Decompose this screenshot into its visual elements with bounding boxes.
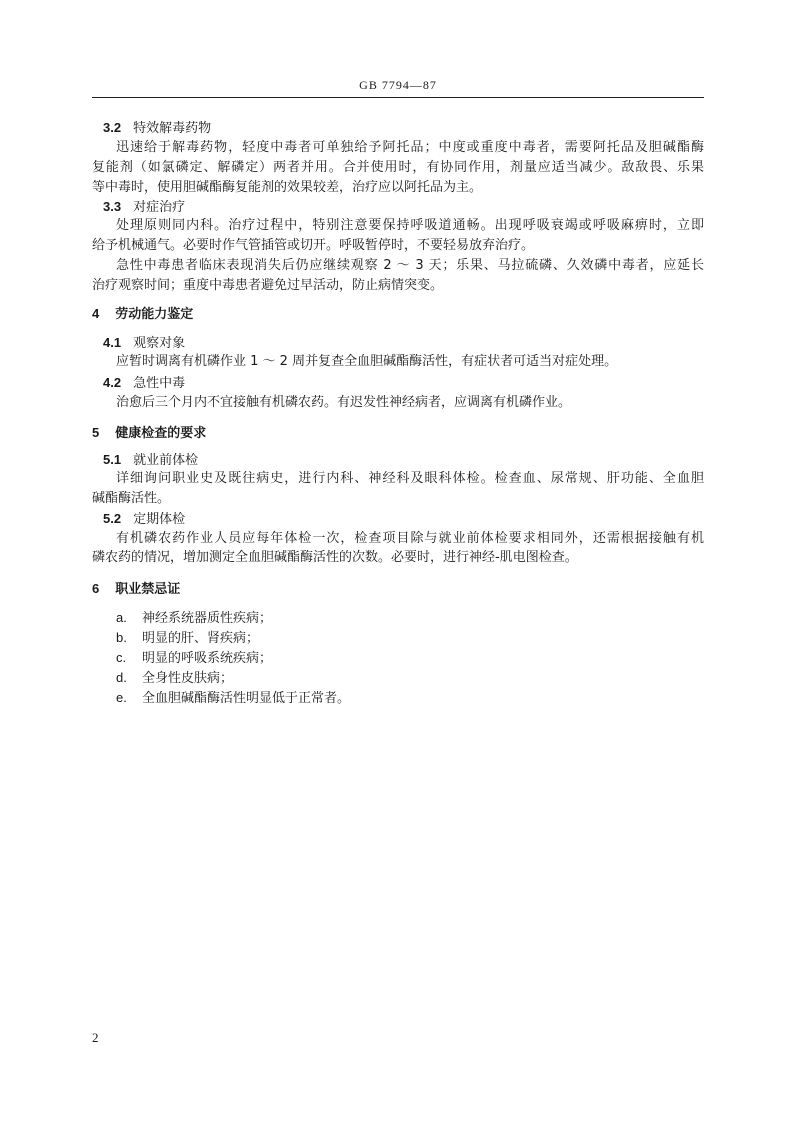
list-item-text: 神经系统器质性疾病； (142, 611, 273, 626)
subsection-4-1-heading (103, 334, 185, 353)
paragraph-line: 复能剂（如氯磷定、解磷定）两者并用。合并使用时，有协同作用，剂量应适当减少。敌敌畏、乐果 (92, 160, 704, 175)
subsection-number: 5.2 (103, 511, 122, 526)
subsection-number: 4.1 (103, 335, 122, 350)
list-item (116, 689, 350, 708)
list-item-text: 全身性皮肤病； (142, 671, 234, 686)
paragraph-line: 磷农药的情况，增加测定全血胆碱酯酶活性的次数。必要时，进行神经-肌电图检查。 (92, 550, 578, 565)
page-number: 2 (92, 1030, 99, 1045)
list-item-letter: c. (116, 650, 127, 665)
list-item-letter: d. (116, 670, 127, 685)
paragraph-line: 急性中毒患者临床表现消失后仍应继续观察 2 ～ 3 天；乐果、马拉硫磷、久效磷中毒者，应延长 (116, 258, 704, 273)
header-divider (92, 97, 704, 98)
subsection-title: 定期体检 (133, 512, 186, 527)
paragraph-line: 等中毒时，使用胆碱酯酶复能剂的效果较差，治疗应以阿托品为主。 (92, 180, 483, 195)
list-item-text: 明显的呼吸系统疾病； (142, 651, 273, 666)
subsection-title: 急性中毒 (133, 376, 186, 391)
paragraph-line: 处理原则同内科。治疗过程中，特别注意要保持呼吸道通畅。出现呼吸衰竭或呼吸麻痹时，立即 (116, 218, 704, 233)
paragraph-line: 碱酯酶活性。 (92, 491, 171, 506)
paragraph-line: 详细询问职业史及既往病史，进行内科、神经科及眼科体检。检查血、尿常规、肝功能、全血胆 (116, 471, 704, 486)
list-item-text: 全血胆碱酯酶活性明显低于正常者。 (142, 691, 351, 706)
paragraph-line: 给予机械通气。必要时作气管插管或切开。呼吸暂停时，不要轻易放弃治疗。 (92, 238, 535, 253)
section-4-heading (92, 305, 193, 324)
list-item-letter: b. (116, 630, 127, 645)
section-title: 健康检查的要求 (115, 426, 207, 441)
list-item-text: 明显的肝、肾疾病； (142, 631, 260, 646)
subsection-3-2-heading (103, 119, 211, 138)
list-item (116, 609, 272, 628)
paragraph-line: 应暂时调离有机磷作业 1 ～ 2 周并复查全血胆碱酯酶活性，有症状者可适当对症处理。 (116, 354, 618, 369)
paragraph-line: 治疗观察时间；重度中毒患者避免过早活动，防止病情突变。 (92, 278, 444, 293)
paragraph-line: 迅速给于解毒药物，轻度中毒者可单独给予阿托品；中度或重度中毒者，需要阿托品及胆碱酯酶 (116, 140, 704, 155)
subsection-number: 4.2 (103, 375, 122, 390)
list-item (116, 669, 233, 688)
subsection-title: 就业前体检 (133, 453, 199, 468)
list-item (116, 649, 272, 668)
paragraph-line: 治愈后三个月内不宜接触有机磷农药。有迟发性神经病者，应调离有机磷作业。 (116, 395, 572, 410)
section-number: 4 (92, 306, 100, 321)
section-6-heading (92, 580, 180, 599)
subsection-number: 5.1 (103, 452, 122, 467)
section-5-heading (92, 424, 206, 443)
section-number: 5 (92, 425, 100, 440)
subsection-title: 特效解毒药物 (133, 121, 212, 136)
list-item (116, 629, 259, 648)
subsection-4-2-heading (103, 374, 185, 393)
subsection-3-3-heading (103, 198, 185, 217)
section-number: 6 (92, 581, 100, 596)
paragraph-line: 有机磷农药作业人员应每年体检一次，检查项目除与就业前体检要求相同外，还需根据接触有机 (116, 531, 704, 546)
section-title: 职业禁忌证 (115, 582, 181, 597)
list-item-letter: e. (116, 690, 127, 705)
subsection-number: 3.2 (103, 120, 122, 135)
subsection-title: 观察对象 (133, 336, 186, 351)
subsection-number: 3.3 (103, 199, 122, 214)
list-item-letter: a. (116, 610, 127, 625)
subsection-5-1-heading (103, 451, 198, 470)
document-header-standard-number: GB 7794—87 (359, 78, 437, 92)
section-title: 劳动能力鉴定 (115, 307, 194, 322)
subsection-5-2-heading (103, 510, 185, 529)
subsection-title: 对症治疗 (133, 200, 186, 215)
